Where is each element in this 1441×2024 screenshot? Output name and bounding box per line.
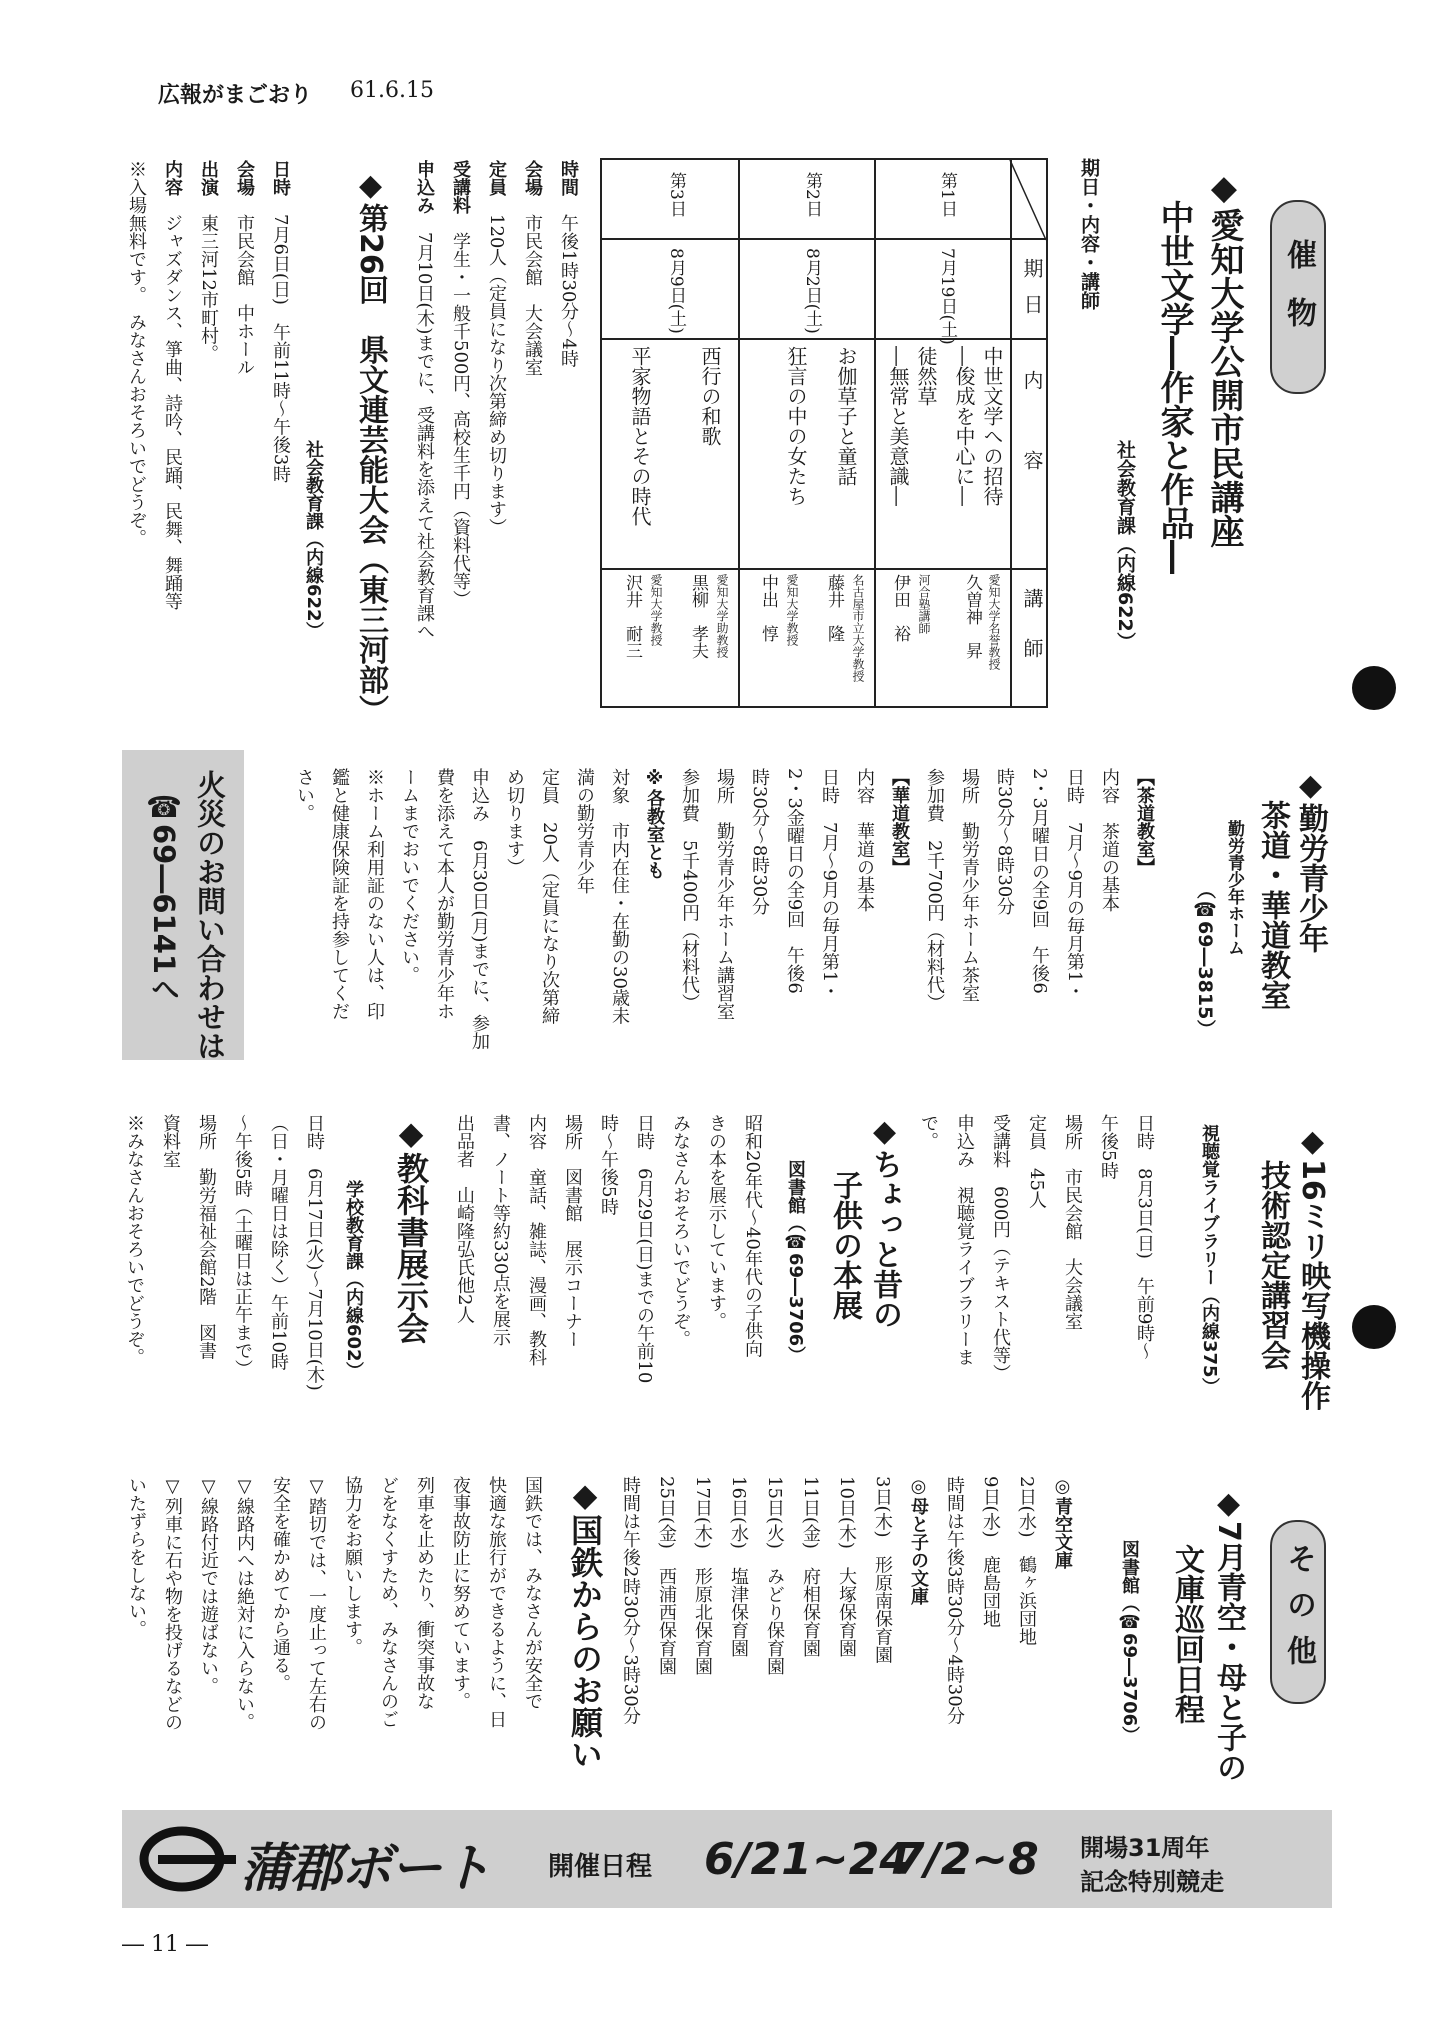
eishaki-dept: 視聴覚ライブラリー（内線375）: [1199, 1124, 1220, 1396]
bunko-line: ◎青空文庫: [1052, 1476, 1073, 1569]
table-h-line-2: [600, 338, 1048, 340]
lecture-detail-apply: 申込み 7月10日(木)までに、受講料を添えて社会教育課へ: [414, 160, 435, 641]
kinro-line: 時30分～8時30分: [994, 768, 1015, 916]
row1-title1: 愛知大学名誉教授: [987, 574, 1001, 670]
eishaki-line: 場所 市民会館 大会議室: [1062, 1114, 1083, 1330]
kinro-line: 内容 茶道の基本: [1099, 768, 1120, 912]
header-title: 広報がまごおり: [158, 83, 313, 108]
row2-content1: お伽草子と童話: [834, 346, 858, 486]
kodomo-line: 日時 6月29日(日)までの午前10: [634, 1114, 655, 1384]
kyokasho-dept: 学校教育課（内線602）: [343, 1180, 364, 1380]
kodomo-line: 場所 図書館 展示コーナー: [562, 1114, 583, 1348]
kinro-line: 費を添えて本人が勤労青少年ホ: [434, 768, 455, 1020]
table-v-line-2: [874, 158, 876, 708]
kyokasho-line: ※みなさんおそろいでどうぞ。: [124, 1114, 145, 1366]
kinro-line: 申込み 6月30日(月)までに、参加: [469, 768, 490, 1051]
row1-name1: 久曽神 昇: [962, 574, 982, 659]
kenbunren-dept: 社会教育課（内線622）: [303, 440, 324, 640]
eishaki-line: 受講料 600円（テキスト代等）: [990, 1114, 1011, 1383]
row1-title2: 河合塾講師: [917, 574, 931, 634]
bullet-dot-2: [1352, 1305, 1396, 1349]
row3-title2: 愛知大学教授: [649, 574, 663, 646]
boat-anniversary-1: 開場31周年: [1080, 1834, 1210, 1862]
kinro-title-1: ◆勤労青少年: [1293, 768, 1328, 953]
kokutetsu-line: 列車を止めたり、衝突事故な: [414, 1476, 435, 1710]
kodomo-line: 時～午後5時: [598, 1114, 619, 1216]
bunko-dept: 図書館（☎69―3706）: [1119, 1540, 1140, 1745]
kinro-line: 【茶道教室】: [1134, 768, 1155, 876]
row1-content3: 徒然草: [914, 346, 938, 406]
eishaki-title-2: 技術認定講習会: [1255, 1160, 1290, 1370]
kinro-body: [262, 768, 1162, 1098]
bunko-line: 3日(木) 形原南保育園: [872, 1476, 893, 1664]
kyokasho-line: （日・月曜日は除く）午前10時: [268, 1114, 289, 1371]
kinro-line: 鑑と健康保険証を持参してくだ: [329, 768, 350, 1020]
table-h-line-3: [600, 568, 1048, 570]
bunko-line: 11日(金) 府相保育園: [800, 1476, 821, 1657]
row2-no: 第2日: [802, 172, 822, 217]
kinro-line: 日時 7月～9月の毎月第1・: [1064, 768, 1085, 1001]
row3-name2: 沢井 耐三: [622, 574, 642, 659]
lecture-detail-time: 時間 午後1時30分～4時: [558, 160, 579, 368]
eishaki-line: 申込み 視聴覚ライブラリーま: [954, 1114, 975, 1366]
row2-name1: 藤井 隆: [824, 574, 844, 642]
eishaki-line: で。: [918, 1114, 939, 1150]
lecture-title-2: 中世文学―作家と作品―: [1154, 200, 1194, 574]
kinro-line: め切ります）: [504, 768, 525, 876]
kodomo-body: [420, 1114, 770, 1454]
kinro-line: 時30分～8時30分: [749, 768, 770, 916]
kinro-line: 【華道教室】: [889, 768, 910, 876]
row1-no: 第1日: [937, 172, 957, 217]
bunko-line: 25日(金) 西浦西保育園: [656, 1476, 677, 1675]
boat-date-2: 7/2~8: [894, 1834, 1039, 1885]
bunko-line: 17日(木) 形原北保育園: [692, 1476, 713, 1675]
kokutetsu-line: 夜事故防止に努めています。: [450, 1476, 471, 1710]
kokutetsu-line: 快適な旅行ができるように、日: [486, 1476, 507, 1728]
kyokasho-title: ◆教科書展示会: [392, 1114, 430, 1344]
row3-content3: 平家物語とその時代: [628, 346, 652, 526]
kenbunren-venue: 会場 市民会館 中ホール: [234, 160, 255, 376]
eishaki-line: 午後5時: [1098, 1114, 1119, 1180]
bunko-line: 時間は午後2時30分～3時30分: [620, 1476, 641, 1725]
row3-name1: 黒柳 孝夫: [688, 574, 708, 659]
bunko-line: 9日(水) 鹿島団地: [980, 1476, 1001, 1628]
row2-content3: 狂言の中の女たち: [784, 346, 808, 506]
lecture-dept: 社会教育課（内線622）: [1114, 440, 1136, 651]
kodomo-line: 出品者 山崎隆弘氏他2人: [454, 1114, 475, 1324]
fire-notice-line2: ☎69―6141へ: [147, 790, 181, 1004]
kinro-line: 日時 7月～9月の毎月第1・: [819, 768, 840, 1001]
table-header-lecturer: 講師: [1020, 588, 1044, 688]
kinro-line: 対象 市内在住・在勤の30歳未: [609, 768, 630, 1025]
kinro-title-2: 茶道・華道教室: [1255, 800, 1290, 1010]
lecture-detail-venue: 会場 市民会館 大会議室: [522, 160, 543, 376]
bunko-line: 10日(木) 大塚保育園: [836, 1476, 857, 1657]
kokutetsu-line: ▽踏切では、一度止って左右の: [306, 1476, 327, 1731]
kinro-line: 内容 華道の基本: [854, 768, 875, 912]
kodomo-line: 内容 童話、雑誌、漫画、教科: [526, 1114, 547, 1366]
kokutetsu-line: 国鉄では、みなさんが安全で: [522, 1476, 543, 1710]
kinro-dept: 勤労青少年ホーム: [1224, 820, 1244, 956]
bunko-line: ◎母と子の文庫: [908, 1476, 929, 1605]
eishaki-line: 定員 45人: [1026, 1114, 1047, 1209]
page-number: ― 11 ―: [122, 1932, 208, 1957]
kokutetsu-line: どをなくすため、みなさんのご: [378, 1476, 399, 1728]
table-v-line-1: [1010, 158, 1012, 708]
kokutetsu-line: ▽列車に石や物を投げるなどの: [162, 1476, 183, 1731]
bunko-title-2: 文庫巡回日程: [1169, 1544, 1204, 1724]
kodomo-line: 昭和20年代～40年代の子供向: [742, 1114, 763, 1358]
kodomo-title-2: 子供の本展: [827, 1170, 862, 1320]
kenbunren-title: ◆第26回 県文連芸能大会（東三河部）: [353, 168, 388, 725]
boat-schedule-label: 開催日程: [548, 1852, 653, 1882]
kyokasho-line: 日時 6月17日(火)～7月10日(木): [304, 1114, 325, 1391]
lecture-caption: 期日・内容・講師: [1078, 158, 1100, 310]
kodomo-line: みなさんおそろいでどうぞ。: [670, 1114, 691, 1348]
row2-title2: 愛知大学教授: [785, 574, 799, 646]
row3-no: 第3日: [666, 172, 686, 217]
kokutetsu-line: 協力をお願いします。: [342, 1476, 363, 1656]
kenbunren-note: ※入場無料です。 みなさんおそろいでどうぞ。: [126, 160, 147, 547]
row2-name2: 中出 惇: [758, 574, 778, 642]
kinro-line: 定員 20人（定員になり次第締: [539, 768, 560, 1025]
row1-content1: 中世文学への招待: [980, 346, 1004, 506]
kokutetsu-title: ◆国鉄からのお願い: [566, 1476, 604, 1770]
row2-title1: 名古屋市立大学教授: [851, 574, 865, 682]
lecture-detail-fee: 受講料 学生・一般千500円、高校生千円（資料代等）: [450, 160, 471, 609]
lecture-detail-capacity: 定員 120人（定員になり次第締め切ります）: [486, 160, 507, 537]
kinro-tel: （☎69―3815）: [1194, 880, 1216, 1039]
row1-name2: 伊田 裕: [890, 574, 910, 642]
kokutetsu-line: 安全を確かめてから通る。: [270, 1476, 291, 1692]
bunko-line: 時間は午後3時30分～4時30分: [944, 1476, 965, 1725]
section-label-other: その他: [1270, 1520, 1326, 1704]
lecture-title-1: ◆愛知大学公開市民講座: [1204, 168, 1244, 548]
fire-notice-line1: 火災のお問い合わせは: [193, 770, 227, 1060]
kinro-line: さい。: [294, 768, 315, 822]
kodomo-dept: 図書館（☎69―3706）: [785, 1160, 806, 1365]
kyokasho-body: [100, 1114, 332, 1454]
table-header-date: 期日: [1020, 258, 1044, 330]
kinro-line: ※ホーム利用証のない人は、印: [364, 768, 385, 1020]
kinro-line: 満の勤労青少年: [574, 768, 595, 894]
kokutetsu-line: いたずらをしない。: [126, 1476, 147, 1638]
row3-date: 8月9日(土): [666, 248, 686, 334]
row1-content4: ―無常と美意識―: [886, 346, 910, 506]
eishaki-body: [900, 1114, 1162, 1444]
row1-content2: ―俊成を中心に―: [952, 346, 976, 506]
bullet-dot-1: [1352, 666, 1396, 710]
kinro-line: 2・3金曜日の全9回 午後6: [784, 768, 805, 994]
kokutetsu-line: ▽線路付近では遊ばない。: [198, 1476, 219, 1695]
boat-date-1: 6/21~24: [704, 1834, 911, 1885]
kinro-line: 参加費 2千700円（材料代）: [924, 768, 945, 1012]
table-header-content: 内容: [1020, 370, 1044, 530]
kinro-line: 参加費 5千400円（材料代）: [679, 768, 700, 1012]
kinro-line: ※各教室とも: [644, 768, 665, 879]
row3-content1: 西行の和歌: [698, 346, 722, 446]
bunko-title-1: ◆7月青空・母と子の: [1211, 1486, 1246, 1782]
bunko-line: 16日(水) 塩津保育園: [728, 1476, 749, 1657]
kyokasho-line: 場所 勤労福祉会館2階 図書: [196, 1114, 217, 1360]
bunko-body: [600, 1476, 1080, 1816]
kokutetsu-body: [100, 1476, 550, 1816]
kinro-line: ームまでおいでください。: [399, 768, 420, 984]
kenbunren-content: 内容 ジャズダンス、箏曲、詩吟、民踊、民舞、舞踊等: [162, 160, 183, 610]
kodomo-line: 書、ノート等約330点を展示: [490, 1114, 511, 1347]
kyokasho-line: 資料室: [160, 1114, 181, 1168]
row1-date: 7月19日(土): [937, 248, 957, 345]
table-h-line-1: [600, 238, 1048, 240]
header-date: 61.6.15: [350, 78, 434, 103]
row3-title1: 愛知大学助教授: [715, 574, 729, 658]
section-label-events: 催物: [1270, 200, 1326, 394]
kodomo-title-1: ◆ちょっと昔の: [867, 1114, 902, 1329]
kinro-line: 2・3月曜日の全9回 午後6: [1029, 768, 1050, 994]
kinro-line: 場所 勤労青少年ホーム講習室: [714, 768, 735, 1020]
eishaki-title-1: ◆16ミリ映写機操作: [1295, 1124, 1330, 1411]
kyokasho-line: ～午後5時（土曜日は正午まで）: [232, 1114, 253, 1378]
row2-date: 8月2日(土): [802, 248, 822, 334]
boat-logo-icon: [138, 1826, 238, 1892]
boat-name: 蒲郡ボート: [240, 1839, 491, 1899]
bunko-line: 15日(火) みどり保育園: [764, 1476, 785, 1675]
kodomo-line: きの本を展示しています。: [706, 1114, 727, 1330]
kinro-line: 場所 勤労青少年ホーム茶室: [959, 768, 980, 1002]
kenbunren-performers: 出演 東三河12市町村。: [198, 160, 219, 363]
table-v-line-3: [738, 158, 740, 708]
bunko-line: 2日(水) 鶴ヶ浜団地: [1016, 1476, 1037, 1646]
kenbunren-datetime: 日時 7月6日(日) 午前11時～午後3時: [270, 160, 291, 484]
kokutetsu-line: ▽線路内へは絶対に入らない。: [234, 1476, 255, 1731]
eishaki-line: 日時 8月3日(日) 午前9時～: [1134, 1114, 1155, 1361]
boat-anniversary-2: 記念特別競走: [1080, 1868, 1224, 1896]
